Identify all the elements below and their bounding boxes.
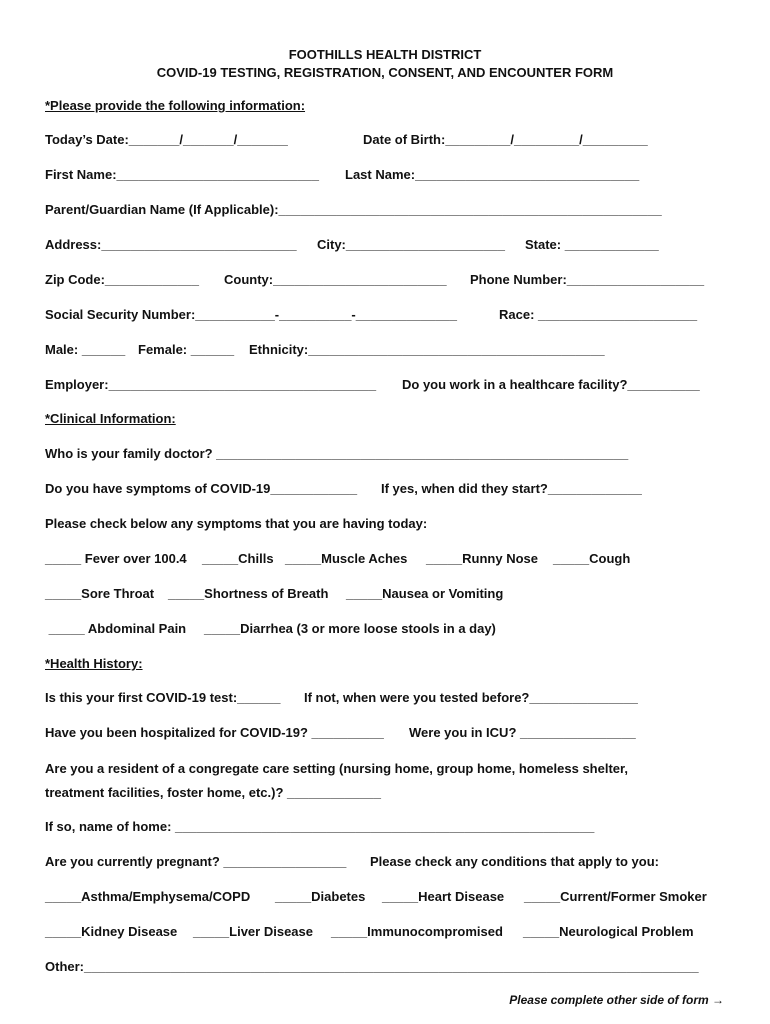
symptom-cough[interactable]: _____Cough <box>553 551 631 566</box>
female-field[interactable]: Female: ______ <box>138 342 235 357</box>
symptom-muscle-aches[interactable]: _____Muscle Aches <box>285 551 408 566</box>
symptoms-field[interactable]: Do you have symptoms of COVID-19____________ <box>45 481 358 496</box>
state-field[interactable]: State: _____________ <box>525 237 659 252</box>
pregnant-field[interactable]: Are you currently pregnant? _________________ <box>45 854 347 869</box>
condition-kidney-disease[interactable]: _____Kidney Disease <box>45 924 178 939</box>
last-name-field[interactable]: Last Name:_______________________________ <box>345 167 640 182</box>
condition-neurological[interactable]: _____Neurological Problem <box>523 924 694 939</box>
guardian-field[interactable]: Parent/Guardian Name (If Applicable):_____________________________________________________ <box>45 202 662 217</box>
condition-asthma[interactable]: _____Asthma/Emphysema/COPD <box>45 889 251 904</box>
other-field[interactable]: Other:_____________________________________________________________________________________ <box>45 959 699 974</box>
symptom-abdominal-pain[interactable]: _____ Abdominal Pain <box>45 621 187 636</box>
symptom-fever[interactable]: _____ Fever over 100.4 <box>45 551 187 566</box>
todays-date-field[interactable]: Today’s Date:_______/_______/_______ <box>45 132 288 147</box>
condition-diabetes[interactable]: _____Diabetes <box>275 889 366 904</box>
phone-field[interactable]: Phone Number:___________________ <box>470 272 705 287</box>
section-history-heading: *Health History: <box>45 656 143 671</box>
section-info-heading: *Please provide the following information: <box>45 98 306 113</box>
condition-heart-disease[interactable]: _____Heart Disease <box>382 889 505 904</box>
ethnicity-field[interactable]: Ethnicity:_________________________________________ <box>249 342 605 357</box>
employer-field[interactable]: Employer:_____________________________________ <box>45 377 377 392</box>
symptom-sore-throat[interactable]: _____Sore Throat <box>45 586 155 601</box>
city-field[interactable]: City:______________________ <box>317 237 505 252</box>
home-name-field[interactable]: If so, name of home: __________________________________________________________ <box>45 819 595 834</box>
family-doctor-field[interactable]: Who is your family doctor? _________________________________________________________ <box>45 446 629 461</box>
symptom-shortness-of-breath[interactable]: _____Shortness of Breath <box>168 586 329 601</box>
condition-smoker[interactable]: _____Current/Former Smoker <box>524 889 707 904</box>
symptom-nausea[interactable]: _____Nausea or Vomiting <box>346 586 504 601</box>
congregate-question-line-1: Are you a resident of a congregate care setting (nursing home, group home, homeless shelter, <box>45 761 628 776</box>
condition-liver-disease[interactable]: _____Liver Disease <box>193 924 313 939</box>
tested-before-field[interactable]: If not, when were you tested before?_______________ <box>304 690 638 705</box>
symptom-diarrhea[interactable]: _____Diarrhea (3 or more loose stools in a day) <box>204 621 496 636</box>
congregate-question-line-2[interactable]: treatment facilities, foster home, etc.)? _____________ <box>45 785 381 800</box>
symptom-runny-nose[interactable]: _____Runny Nose <box>426 551 538 566</box>
continue-note: Please complete other side of form → <box>509 993 724 1007</box>
hospitalized-field[interactable]: Have you been hospitalized for COVID-19? __________ <box>45 725 384 740</box>
icu-field[interactable]: Were you in ICU? ________________ <box>409 725 636 740</box>
symptoms-instruction: Please check below any symptoms that you are having today: <box>45 516 428 531</box>
conditions-instruction: Please check any conditions that apply to you: <box>370 854 659 869</box>
condition-immunocompromised[interactable]: _____Immunocompromised <box>331 924 503 939</box>
first-test-field[interactable]: Is this your first COVID-19 test:______ <box>45 690 281 705</box>
org-title: FOOTHILLS HEALTH DISTRICT <box>288 47 482 62</box>
ssn-field[interactable]: Social Security Number:___________-__________-______________ <box>45 307 457 322</box>
healthcare-field[interactable]: Do you work in a healthcare facility?__________ <box>402 377 700 392</box>
county-field[interactable]: County:________________________ <box>224 272 447 287</box>
race-field[interactable]: Race: ______________________ <box>499 307 698 322</box>
symptom-chills[interactable]: _____Chills <box>202 551 274 566</box>
male-field[interactable]: Male: ______ <box>45 342 126 357</box>
symptoms-start-field[interactable]: If yes, when did they start?_____________ <box>381 481 642 496</box>
section-clinical-heading: *Clinical Information: <box>45 411 176 426</box>
first-name-field[interactable]: First Name:____________________________ <box>45 167 319 182</box>
zip-field[interactable]: Zip Code:_____________ <box>45 272 199 287</box>
address-field[interactable]: Address:___________________________ <box>45 237 297 252</box>
form-title: COVID-19 TESTING, REGISTRATION, CONSENT, AND ENCOUNTER FORM <box>156 65 614 80</box>
dob-field[interactable]: Date of Birth:_________/_________/_________ <box>363 132 648 147</box>
